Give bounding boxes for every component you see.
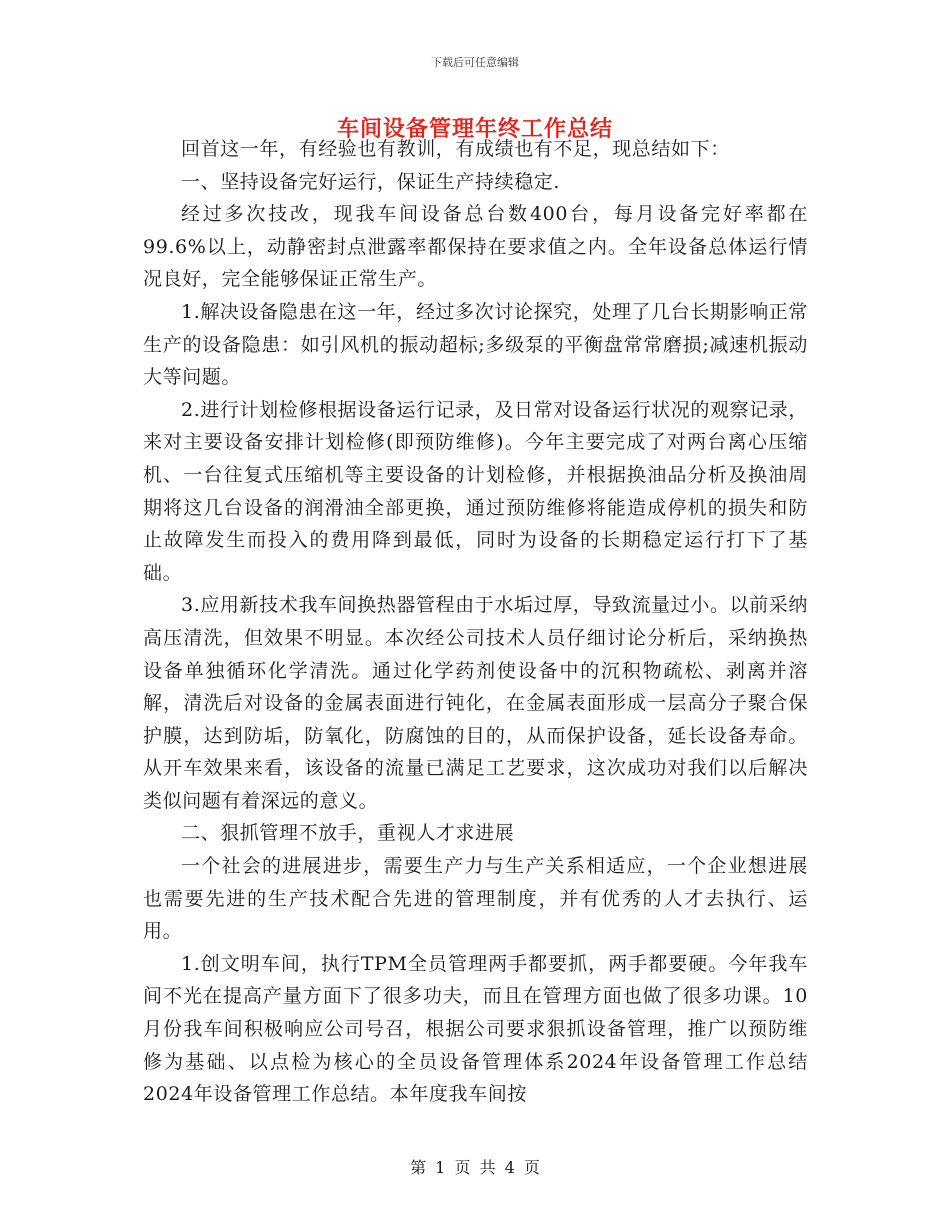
header-note: 下载后可任意编辑 (431, 56, 519, 69)
paragraph-new-technology: 3.应用新技术我车间换热器管程由于水垢过厚，导致流量过小。以前采纳高压清洗，但效果不明显。本次经公司技术人员仔细讨论分析后，采纳换热设备单独循环化学清洗。通过化学药剂使设备中的沉积物疏松、剥离并溶解，清洗后对设备的金属表面进行钝化，在金属表面形成一层高分子聚合保护膜，达到防垢，防氧化，防腐蚀的目的，从而保护设备，延长设备寿命。从开车效果来看，该设备的流量已满足工艺要求，这次成功对我们以后解决类似问题有着深远的意义。 (143, 594, 808, 812)
section-heading-2: 二、狠抓管理不放手，重视人才求进展 (181, 822, 515, 845)
paragraph-intro: 回首这一年，有经验也有教训，有成绩也有不足，现总结如下： (181, 138, 730, 160)
section-heading-1: 一、坚持设备完好运行，保证生产持续稳定. (181, 170, 561, 193)
document-title: 车间设备管理年终工作总结 (336, 116, 613, 142)
paragraph-equipment-status: 经过多次技改，现我车间设备总台数400台，每月设备完好率都在99.6%以上，动静密封点泄露率都保持在要求值之内。全年设备总体运行情况良好，完全能够保证正常生产。 (143, 203, 808, 291)
paragraph-hazards: 1.解决设备隐患在这一年，经过多次讨论探究，处理了几台长期影响正常生产的设备隐患：如引风机的振动超标;多级泵的平衡盘常常磨损;减速机振动大等问题。 (143, 300, 808, 389)
paragraph-management: 一个社会的进展进步，需要生产力与生产关系相适应，一个企业想进展也需要先进的生产技术配合先进的管理制度，并有优秀的人才去执行、运用。 (143, 855, 808, 943)
document-body (143, 133, 808, 1111)
page-number: 第 1 页 共 4 页 (410, 1158, 540, 1177)
paragraph-planned-maintenance: 2.进行计划检修根据设备运行记录，及日常对设备运行状况的观察记录，来对主要设备安排计划检修(即预防维修)。今年主要完成了对两台离心压缩机、一台往复式压缩机等主要设备的计划检修，并根据换油品分析及换油周期将这几台设备的润滑油全部更换，通过预防维修将能造成停机的损失和防止故障发生而投入的费用降到最低，同时为设备的长期稳定运行打下了基础。 (143, 398, 808, 584)
paragraph-tpm: 1.创文明车间，执行TPM全员管理两手都要抓，两手都要硬。今年我车间不光在提高产量方面下了很多功夫，而且在管理方面也做了很多功课。10月份我车间积极响应公司号召，根据公司要求狠抓设备管理，推广以预防维修为基础、以点检为核心的全员设备管理体系2024年设备管理工作总结2024年设备管理工作总结。本年度我车间按 (143, 952, 808, 1106)
